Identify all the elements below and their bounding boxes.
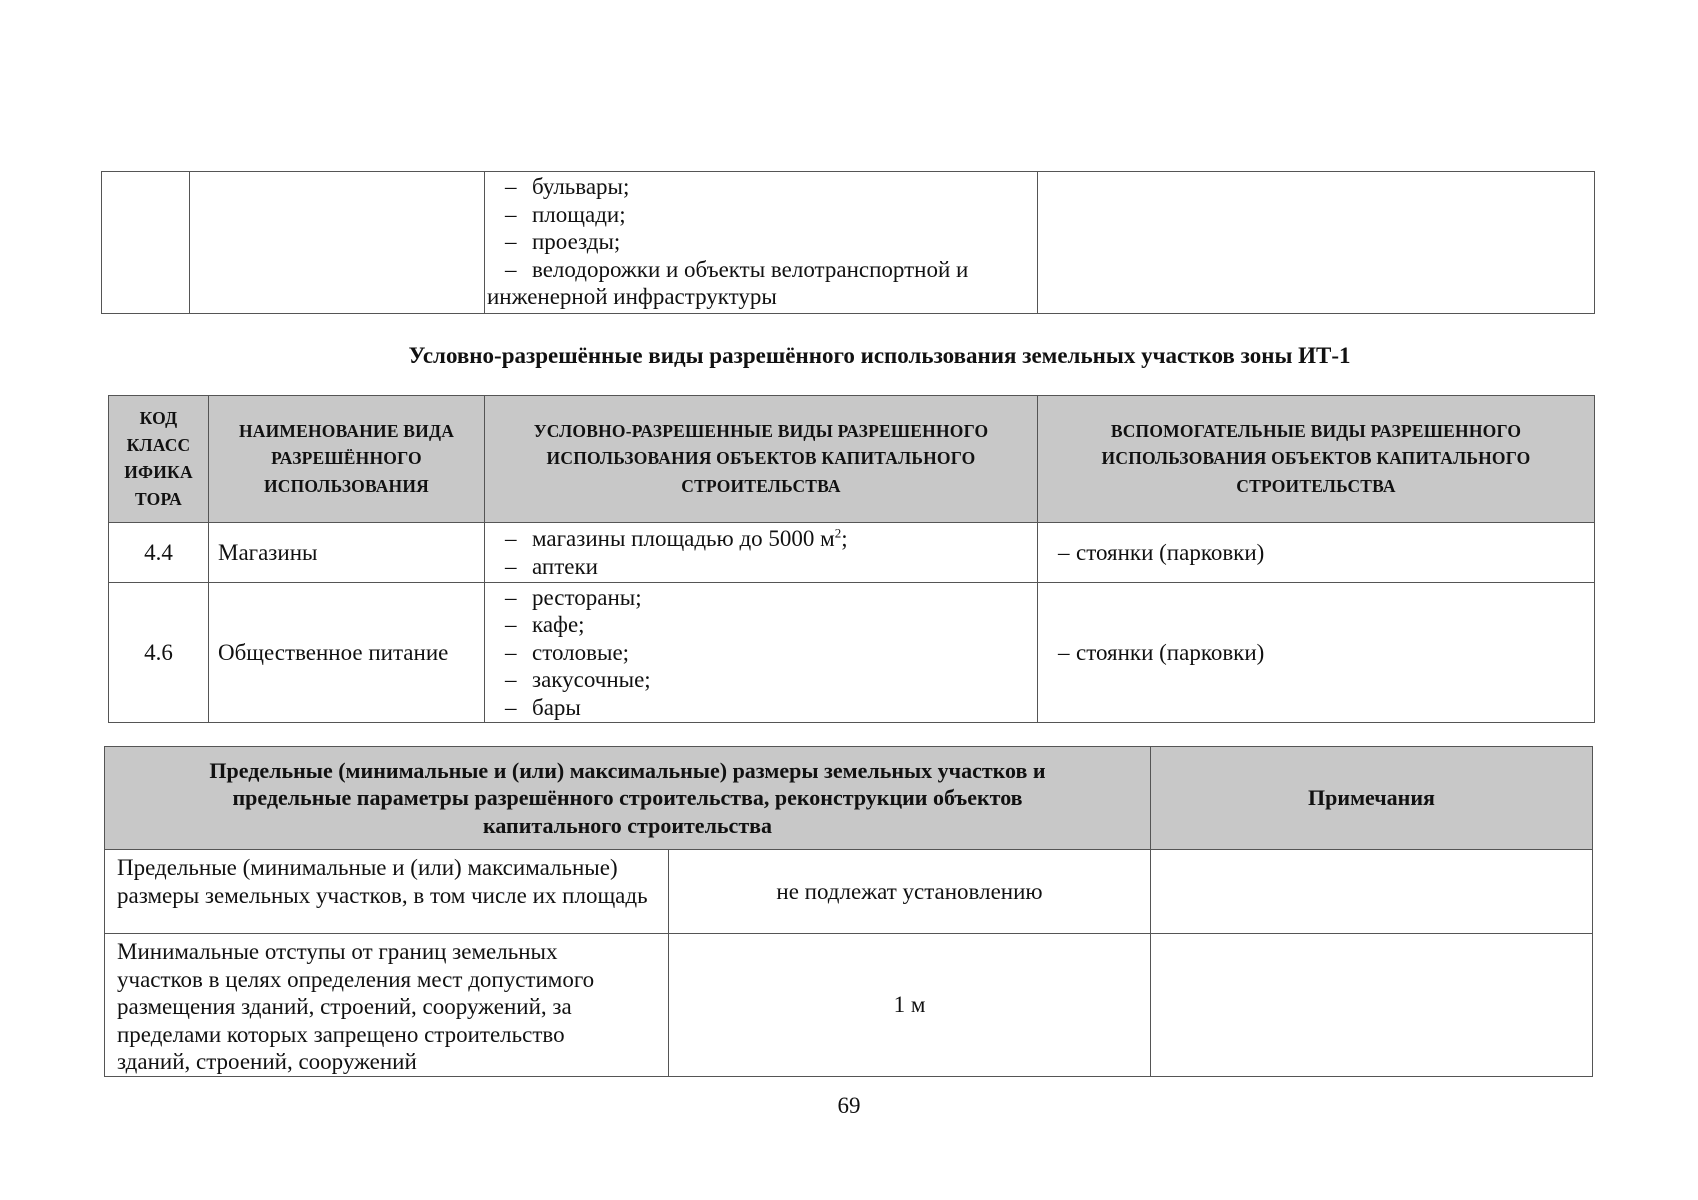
conditional-cell	[485, 523, 1038, 583]
table-row	[102, 172, 1595, 314]
auxiliary-list	[1038, 539, 1594, 567]
list-item-continuation: инженерной инфраструктуры	[487, 284, 777, 310]
table-row	[109, 523, 1595, 583]
list-item: – проезды;	[485, 228, 1037, 256]
list-item: – рестораны;	[485, 584, 1037, 612]
parameter-label: Предельные (минимальные и (или) максимальные) размеры земельных участков, в том числе их площадь	[105, 850, 669, 934]
continuation-table	[101, 171, 1595, 314]
list-item: – закусочные;	[485, 666, 1037, 694]
parameter-label: Минимальные отступы от границ земельных участков в целях определения мест допустимого размещения зданий, строений, сооружений, за пределами которых запрещено строительство зданий, строений, сооружений	[105, 934, 669, 1077]
auxiliary-cell	[1038, 523, 1595, 583]
table-header-row	[105, 747, 1593, 850]
list-item-text: велодорожки и объекты велотранспортной и	[532, 256, 969, 282]
list-item: – стоянки (парковки)	[1038, 539, 1594, 567]
column-header-code: КОД КЛАСС ИФИКА ТОРА	[109, 396, 209, 523]
section-title: Условно-разрешённые виды разрешённого использования земельных участков зоны ИТ-1	[408, 343, 1351, 368]
table-header-row	[109, 396, 1595, 523]
conditional-list	[485, 584, 1037, 722]
parameter-value: 1 м	[669, 934, 1151, 1077]
column-header-auxiliary: ВСПОМОГАТЕЛЬНЫЕ ВИДЫ РАЗРЕШЕННОГО ИСПОЛЬЗОВАНИЯ ОБЪЕКТОВ КАПИТАЛЬНОГО СТРОИТЕЛЬСТВА	[1038, 396, 1595, 523]
limit-parameters-table	[104, 746, 1593, 1077]
list-item: – столовые;	[485, 639, 1037, 667]
list-item: – аптеки	[485, 553, 1037, 581]
list-item: – кафе;	[485, 611, 1037, 639]
name-cell: Магазины	[209, 523, 485, 583]
list-item: – магазины площадью до 5000 $м^2$;	[485, 525, 1037, 553]
auxiliary-list	[1038, 639, 1594, 667]
conditional-cell	[485, 583, 1038, 723]
list-item: – бульвары;	[485, 173, 1037, 201]
conditional-uses-table	[108, 395, 1595, 723]
auxiliary-cell	[1038, 583, 1595, 723]
conditional-list	[485, 525, 1037, 580]
parameter-note	[1151, 934, 1593, 1077]
continuation-list	[485, 173, 1037, 311]
list-item	[485, 256, 1037, 311]
column-header-parameters: Предельные (минимальные и (или) максимальные) размеры земельных участков и предельные параметры разрешённого строительства, реконструкции объектов капитального строительства	[105, 747, 1151, 850]
list-item: – площади;	[485, 201, 1037, 229]
page-number: 69	[837, 1093, 861, 1118]
column-header-name: НАИМЕНОВАНИЕ ВИДА РАЗРЕШЁННОГО ИСПОЛЬЗОВАНИЯ	[209, 396, 485, 523]
table-row	[105, 934, 1593, 1077]
table-cell	[190, 172, 485, 314]
table-cell	[485, 172, 1038, 314]
table-cell	[1038, 172, 1595, 314]
parameter-value: не подлежат установлению	[669, 850, 1151, 934]
table-cell	[102, 172, 190, 314]
code-cell: 4.4	[109, 523, 209, 583]
column-header-notes: Примечания	[1151, 747, 1593, 850]
table-row	[105, 850, 1593, 934]
parameter-note	[1151, 850, 1593, 934]
column-header-conditional: УСЛОВНО-РАЗРЕШЕННЫЕ ВИДЫ РАЗРЕШЕННОГО ИСПОЛЬЗОВАНИЯ ОБЪЕКТОВ КАПИТАЛЬНОГО СТРОИТЕЛЬСТВА	[485, 396, 1038, 523]
list-item: – бары	[485, 694, 1037, 722]
table-row	[109, 583, 1595, 723]
list-item: – стоянки (парковки)	[1038, 639, 1594, 667]
name-cell: Общественное питание	[209, 583, 485, 723]
code-cell: 4.6	[109, 583, 209, 723]
